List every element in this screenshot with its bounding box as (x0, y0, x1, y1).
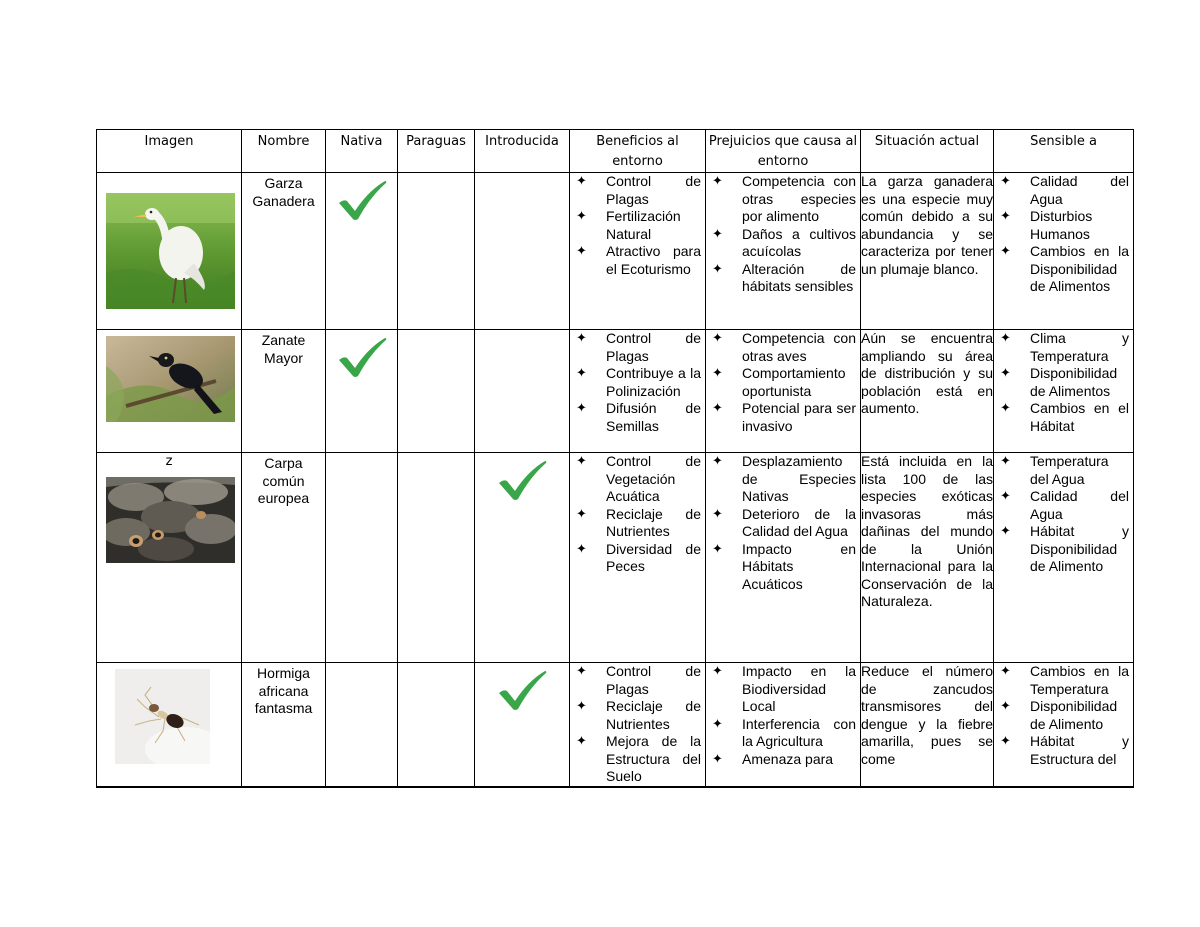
check-icon (496, 669, 548, 711)
situacion-cell: Está incluida en la lista 100 de las especies exóticas invasoras más dañinas del mundo de la Unión Internacional para la Conservación de la Naturaleza. (861, 453, 994, 663)
list-item: ✦ Alteración de hábitats sensibles (708, 261, 856, 296)
list-item: ✦ Interferencia con la Agricultura (708, 716, 856, 751)
introducida-cell (475, 663, 570, 787)
beneficios-cell (570, 663, 706, 787)
header-beneficios: Beneficios al entorno (570, 130, 706, 173)
list-item: ✦ Comportamiento oportunista (708, 365, 856, 400)
image-cell (97, 173, 242, 330)
paraguas-cell (398, 663, 475, 787)
header-prejuicios: Prejuicios que causa al entorno (706, 130, 861, 173)
list-item: ✦ Cambios en la Disponibilidad de Alimentos (996, 243, 1129, 296)
list-item: ✦ Disponibilidad de Alimentos (996, 365, 1129, 400)
list-item: ✦ Daños a cultivos acuícolas (708, 226, 856, 261)
sensible-cell (994, 453, 1134, 663)
check-icon (336, 179, 388, 221)
prejuicios-cell (706, 663, 861, 787)
header-nativa: Nativa (326, 130, 398, 173)
list-item: ✦ Cambios en la Temperatura (996, 663, 1129, 698)
list-item: ✦ Potencial para ser invasivo (708, 400, 856, 435)
image-cell (97, 663, 242, 787)
image-cell (97, 330, 242, 453)
sensible-cell (994, 663, 1134, 787)
list-item: ✦ Atractivo para el Ecoturismo (572, 243, 701, 278)
table-row (97, 663, 1134, 787)
list-item: ✦ Disponibilidad de Alimento (996, 698, 1129, 733)
species-name: Hormiga africana fantasma (242, 663, 326, 787)
prejuicios-cell (706, 173, 861, 330)
list-item: ✦ Fertilización Natural (572, 208, 701, 243)
nativa-cell (326, 330, 398, 453)
check-icon (336, 336, 388, 378)
list-item: ✦ Disturbios Humanos (996, 208, 1129, 243)
sensible-cell (994, 173, 1134, 330)
list-item: ✦ Control de Plagas (572, 663, 701, 698)
list-item: ✦ Control de Vegetación Acuática (572, 453, 701, 506)
header-introducida: Introducida (475, 130, 570, 173)
introducida-cell (475, 330, 570, 453)
list-item: ✦ Temperatura del Agua (996, 453, 1129, 488)
list-item: ✦ Difusión de Semillas (572, 400, 701, 435)
list-item: ✦ Diversidad de Peces (572, 541, 701, 576)
list-item: ✦ Cambios en el Hábitat (996, 400, 1129, 435)
table-row (97, 330, 1134, 453)
list-item: ✦ Control de Plagas (572, 330, 701, 365)
beneficios-cell (570, 173, 706, 330)
list-item: ✦ Control de Plagas (572, 173, 701, 208)
species-table (96, 129, 1134, 788)
list-item: ✦ Clima y Temperatura (996, 330, 1129, 365)
species-name: Zanate Mayor (242, 330, 326, 453)
header-row (97, 130, 1134, 173)
species-name: Garza Ganadera (242, 173, 326, 330)
paraguas-cell (398, 330, 475, 453)
situacion-cell: La garza ganadera es una especie muy común debido a su abundancia y se caracteriza por tener un plumaje blanco. (861, 173, 994, 330)
carp-photo (106, 477, 235, 563)
introducida-cell (475, 173, 570, 330)
situacion-cell: Reduce el número de zancudos transmisores del dengue y la fiebre amarilla, pues se come (861, 663, 994, 787)
species-name: Carpa común europea (242, 453, 326, 663)
situacion-cell: Aún se encuentra ampliando su área de distribución y su población está en aumento. (861, 330, 994, 453)
header-situacion: Situación actual (861, 130, 994, 173)
list-item: ✦ Hábitat y Disponibilidad de Alimento (996, 523, 1129, 576)
paraguas-cell (398, 453, 475, 663)
beneficios-cell (570, 453, 706, 663)
list-item: ✦ Hábitat y Estructura del (996, 733, 1129, 768)
image-cell (97, 453, 242, 663)
prejuicios-cell (706, 453, 861, 663)
list-item: ✦ Calidad del Agua (996, 173, 1129, 208)
list-item: ✦ Reciclaje de Nutrientes (572, 506, 701, 541)
list-item: ✦ Reciclaje de Nutrientes (572, 698, 701, 733)
table-row (97, 453, 1134, 663)
ghost-ant-photo (115, 669, 210, 764)
table-row (97, 173, 1134, 330)
list-item: ✦ Desplazamiento de Especies Nativas (708, 453, 856, 506)
cattle-egret-photo (106, 193, 235, 309)
beneficios-cell (570, 330, 706, 453)
grackle-photo (106, 336, 235, 422)
list-item: ✦ Competencia con otras especies por alimento (708, 173, 856, 226)
list-item: ✦ Competencia con otras aves (708, 330, 856, 365)
header-sensible: Sensible a (994, 130, 1134, 173)
list-item: ✦ Deterioro de la Calidad del Agua (708, 506, 856, 541)
nativa-cell (326, 453, 398, 663)
list-item: ✦ Amenaza para (708, 751, 856, 769)
list-item: ✦ Impacto en Hábitats Acuáticos (708, 541, 856, 594)
check-icon (496, 459, 548, 501)
paraguas-cell (398, 173, 475, 330)
header-paraguas: Paraguas (398, 130, 475, 173)
list-item: ✦ Contribuye a la Polinización (572, 365, 701, 400)
nativa-cell (326, 173, 398, 330)
header-nombre: Nombre (242, 130, 326, 173)
sensible-cell (994, 330, 1134, 453)
image-caption: z (165, 454, 173, 469)
list-item: ✦ Impacto en la Biodiversidad Local (708, 663, 856, 716)
prejuicios-cell (706, 330, 861, 453)
header-imagen: Imagen (97, 130, 242, 173)
list-item: ✦ Mejora de la Estructura del Suelo (572, 733, 701, 786)
introducida-cell (475, 453, 570, 663)
list-item: ✦ Calidad del Agua (996, 488, 1129, 523)
nativa-cell (326, 663, 398, 787)
